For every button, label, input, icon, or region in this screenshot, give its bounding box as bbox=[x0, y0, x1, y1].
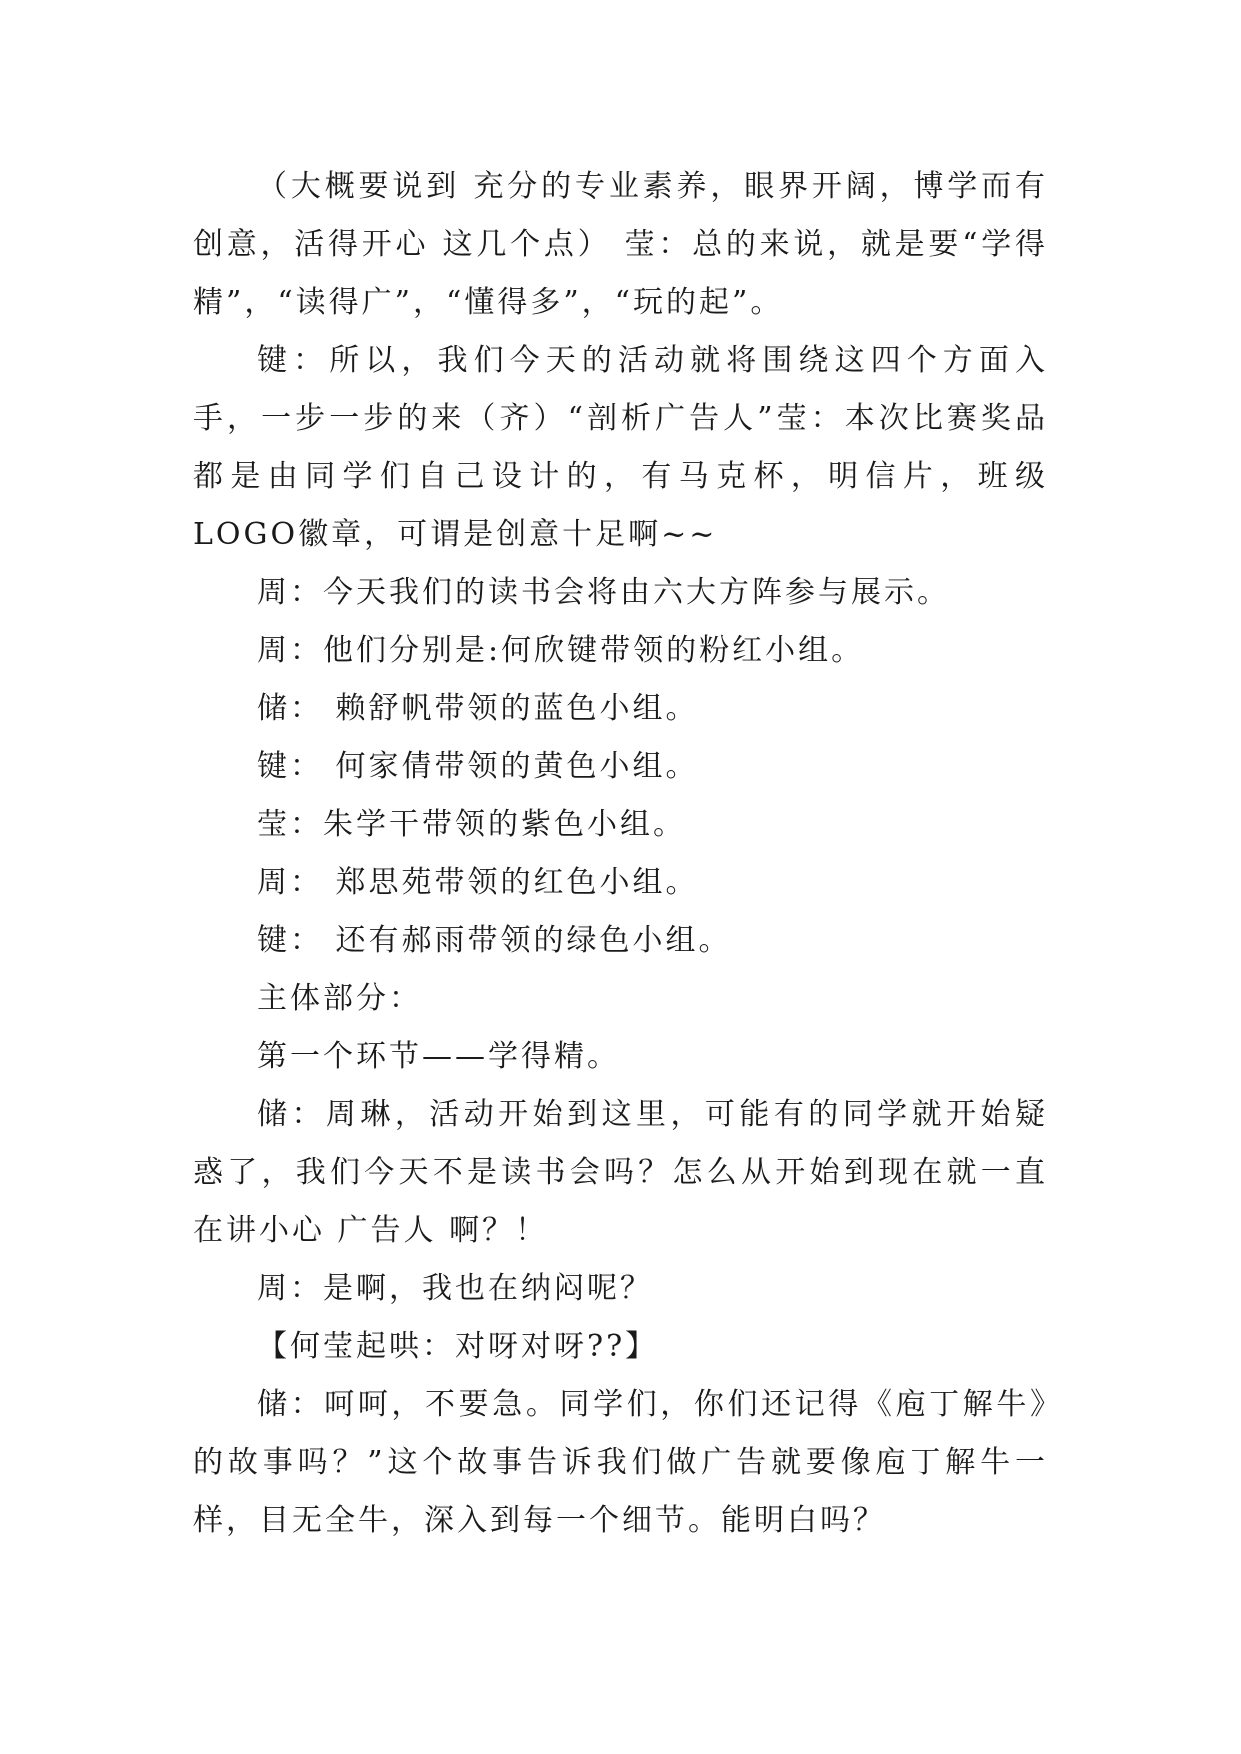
stage-direction: 【何莹起哄：对呀对呀??】 bbox=[257, 1329, 659, 1364]
paragraph: 键：所以，我们今天的活动就将围绕这四个方面入手，一步一步的来（齐）“剖析广告人”莹：本次比赛奖品都是由同学们自己设计的，有马克杯，明信片，班级LOGO徽章，可谓是创意十足啊~~ bbox=[193, 343, 1048, 552]
section-heading: 主体部分： bbox=[257, 981, 422, 1016]
paragraph: 储： 赖舒帆带领的蓝色小组。 bbox=[257, 691, 699, 726]
paragraph: 周：是啊，我也在纳闷呢？ bbox=[257, 1271, 653, 1306]
paragraph: 键： 何家倩带领的黄色小组。 bbox=[257, 749, 699, 784]
paragraph: （大概要说到 充分的专业素养，眼界开阔，博学而有创意，活得开心 这几个点） 莹：总的来说，就是要“学得精”，“读得广”，“懂得多”，“玩的起”。 bbox=[193, 169, 1048, 320]
document-body bbox=[193, 158, 1048, 1550]
paragraph: 周：今天我们的读书会将由六大方阵参与展示。 bbox=[257, 575, 950, 610]
paragraph: 储：周琳，活动开始到这里，可能有的同学就开始疑惑了，我们今天不是读书会吗？怎么从开始到现在就一直在讲小心 广告人 啊？！ bbox=[193, 1097, 1048, 1248]
paragraph: 周： 郑思苑带领的红色小组。 bbox=[257, 865, 699, 900]
paragraph: 莹：朱学干带领的紫色小组。 bbox=[257, 807, 686, 842]
section-subheading: 第一个环节——学得精。 bbox=[257, 1039, 620, 1074]
paragraph: 储：呵呵，不要急。同学们，你们还记得《庖丁解牛》的故事吗？”这个故事告诉我们做广告就要像庖丁解牛一样，目无全牛，深入到每一个细节。能明白吗？ bbox=[193, 1387, 1048, 1538]
paragraph: 键： 还有郝雨带领的绿色小组。 bbox=[257, 923, 732, 958]
paragraph: 周：他们分别是:何欣键带领的粉红小组。 bbox=[257, 633, 865, 668]
